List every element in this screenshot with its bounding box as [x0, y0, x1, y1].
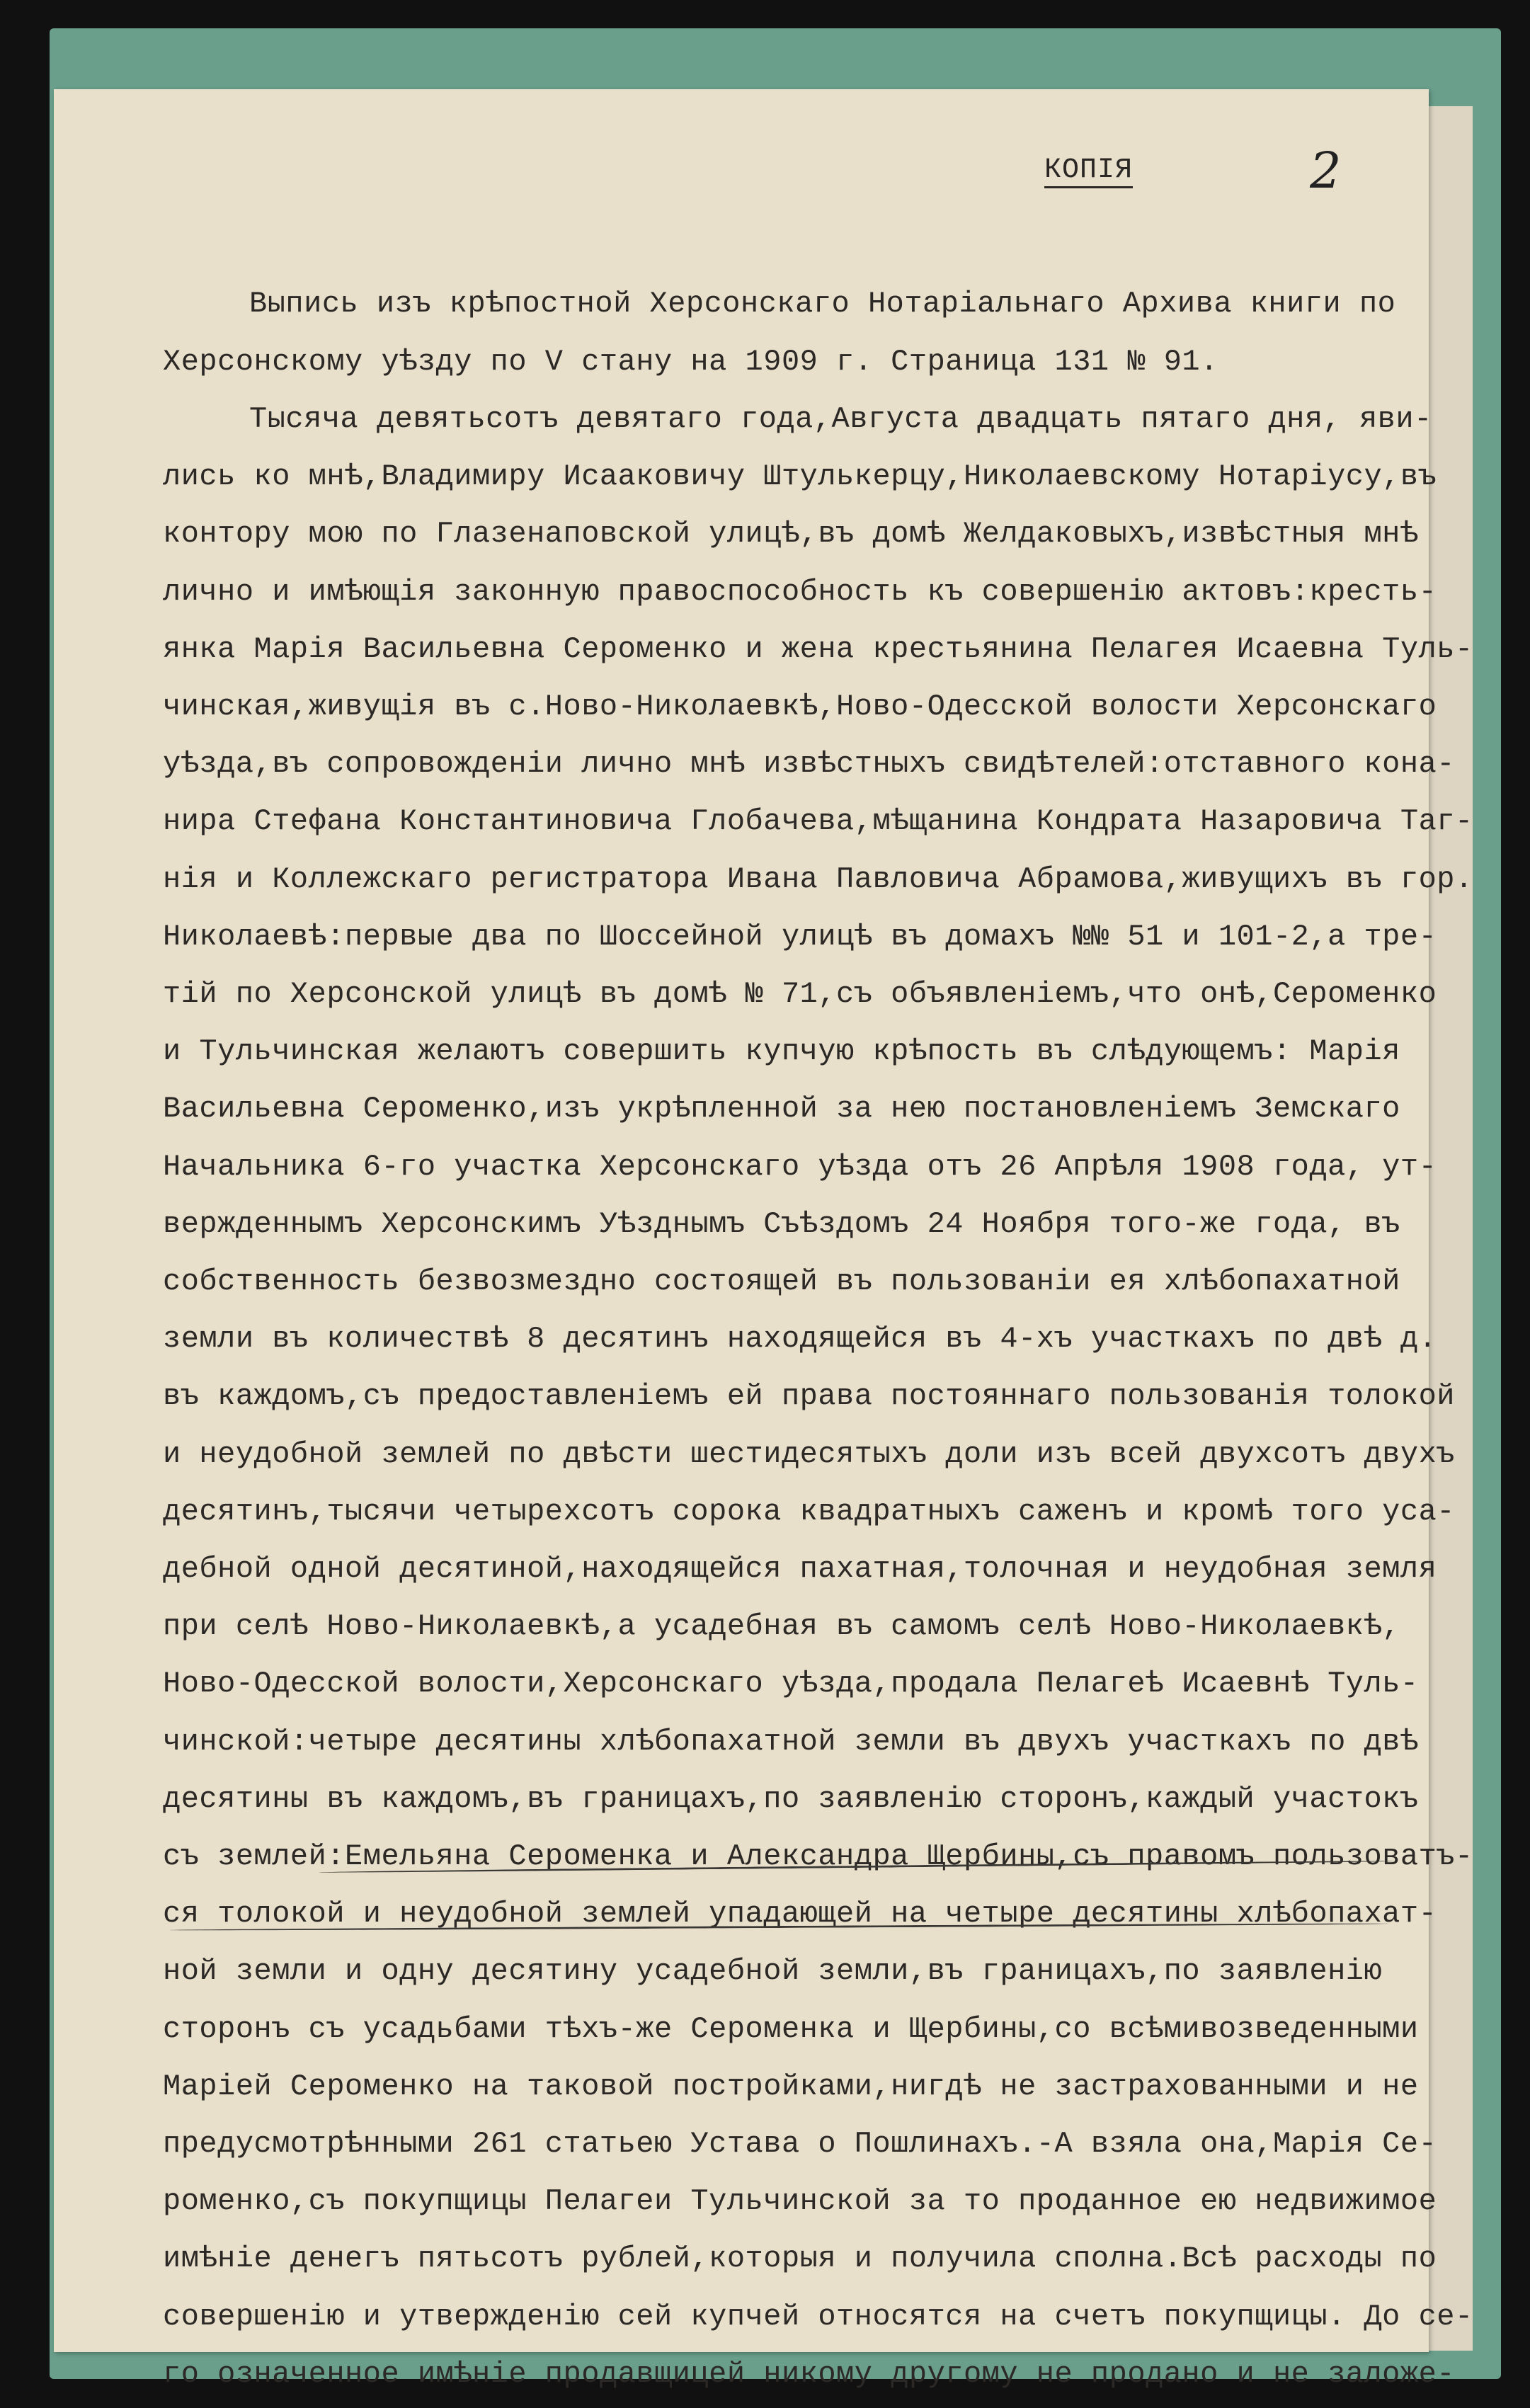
text-line: Николаевѣ:первые два по Шоссейной улицѣ въ домахъ №№ 51 и 101-2,а тре-: [163, 919, 1437, 954]
text-line: совершенію и утвержденію сей купчей относятся на счетъ покупщицы. До се-: [163, 2299, 1473, 2334]
text-line: Тысяча девятьсотъ девятаго года,Августа двадцать пятаго дня, яви-: [249, 402, 1432, 436]
text-line: и Тульчинская желаютъ совершить купчую крѣпость въ слѣдующемъ: Марія: [163, 1034, 1400, 1069]
text-line: въ каждомъ,съ предоставленіемъ ей права постояннаго пользованія толокой: [163, 1379, 1455, 1414]
text-line: Маріей Сероменко на таковой постройками,нигдѣ не застрахованными и не: [163, 2069, 1419, 2104]
text-line: собственность безвозмездно состоящей въ пользованіи ея хлѣбопахатной: [163, 1265, 1400, 1299]
text-line: чинская,живущія въ с.Ново-Николаевкѣ,Ново-Одесской волости Херсонскаго: [163, 690, 1437, 724]
text-line: Васильевна Сероменко,изъ укрѣпленной за нею постановленіемъ Земскаго: [163, 1092, 1400, 1126]
text-line: ной земли и одну десятину усадебной земли,въ границахъ,по заявленію: [163, 1954, 1383, 1989]
text-line: чинской:четыре десятины хлѣбопахатной земли въ двухъ участкахъ по двѣ: [163, 1724, 1419, 1759]
text-line: дебной одной десятиной,находящейся пахатная,толочная и неудобная земля: [163, 1552, 1437, 1586]
document-heading: КОПІЯ: [1044, 154, 1133, 188]
text-line: нія и Коллежскаго регистратора Ивана Павловича Абрамова,живущихъ въ гор.: [163, 862, 1473, 896]
text-line: имѣніе денегъ пятьсотъ рублей,которыя и получила сполна.Всѣ расходы по: [163, 2242, 1437, 2276]
text-line: янка Марія Васильевна Сероменко и жена крестьянина Пелагея Исаевна Туль-: [163, 632, 1473, 666]
text-line: десятины въ каждомъ,въ границахъ,по заявленію сторонъ,каждый участокъ: [163, 1781, 1419, 1816]
text-line: го означенное имѣніе продавщицей никому другому не продано и не заложе-: [163, 2356, 1455, 2391]
text-line: Начальника 6-го участка Херсонскаго уѣзда отъ 26 Апрѣля 1908 года, ут-: [163, 1149, 1437, 1184]
text-line: земли въ количествѣ 8 десятинъ находящейся въ 4-хъ участкахъ по двѣ д.: [163, 1322, 1437, 1357]
text-line: предусмотрѣнными 261 статьею Устава о Пошлинахъ.-А взяла она,Марія Се-: [163, 2127, 1437, 2161]
text-line: при селѣ Ново-Николаевкѣ,а усадебная въ самомъ селѣ Ново-Николаевкѣ,: [163, 1609, 1400, 1644]
text-line: съ землей:Емельяна Сероменка и Александра Щербины,съ правомъ пользоватъ-: [163, 1839, 1473, 1873]
text-line: десятинъ,тысячи четырехсотъ сорока квадратныхъ саженъ и кромѣ того уса-: [163, 1494, 1455, 1529]
handwritten-page-number: 2: [1310, 142, 1342, 200]
text-line: и неудобной землей по двѣсти шестидесятыхъ доли изъ всей двухсотъ двухъ: [163, 1437, 1455, 1471]
text-line: контору мою по Глазенаповской улицѣ,въ домѣ Желдаковыхъ,извѣстныя мнѣ: [163, 517, 1419, 552]
text-line: Херсонскому уѣзду по V стану на 1909 г. Страница 131 № 91.: [163, 345, 1218, 379]
text-line: роменко,съ покупщицы Пелагеи Тульчинской за то проданное ею недвижимое: [163, 2184, 1437, 2219]
text-line: ся толокой и неудобной землей упадающей на четыре десятины хлѣбопахат-: [163, 1897, 1437, 1931]
text-line: сторонъ съ усадьбами тѣхъ-же Сероменка и Щербины,со всѣмивозведенными: [163, 2012, 1419, 2046]
text-line: тій по Херсонской улицѣ въ домѣ № 71,съ объявленіемъ,что онѣ,Сероменко: [163, 977, 1437, 1011]
text-line: вержденнымъ Херсонскимъ Уѣзднымъ Съѣздомъ 24 Ноября того-же года, въ: [163, 1206, 1400, 1241]
text-line: уѣзда,въ сопровожденіи лично мнѣ извѣстныхъ свидѣтелей:отставного кона-: [163, 747, 1455, 782]
text-line: Выпись изъ крѣпостной Херсонскаго Нотаріальнаго Архива книги по: [249, 287, 1396, 321]
text-line: нира Стефана Константиновича Глобачева,мѣщанина Кондрата Назаровича Таг-: [163, 804, 1473, 839]
text-line: Ново-Одесской волости,Херсонскаго уѣзда,продала Пелагеѣ Исаевнѣ Туль-: [163, 1667, 1419, 1701]
text-line: лись ко мнѣ,Владимиру Исааковичу Штулькерцу,Николаевскому Нотаріусу,въ: [163, 460, 1437, 494]
text-line: лично и имѣющія законную правоспособность къ совершенію актовъ:кресть-: [163, 574, 1437, 609]
